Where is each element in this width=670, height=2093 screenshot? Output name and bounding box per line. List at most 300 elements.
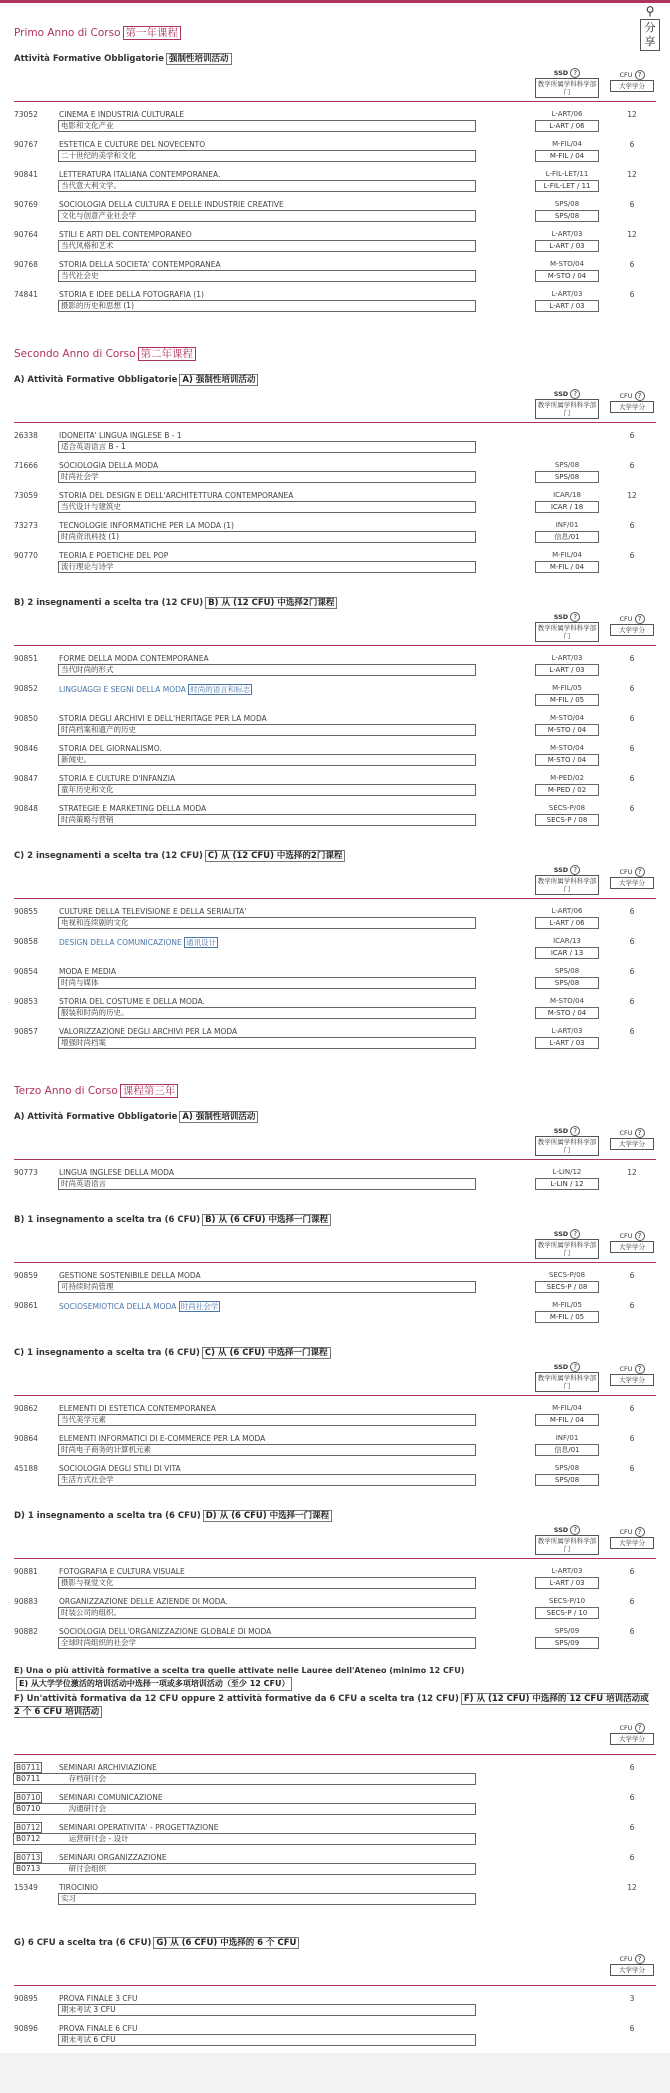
course-code-text: 73273 [14,521,38,530]
course-title [59,200,284,209]
course-title [59,1823,219,1832]
course-translation [58,2034,476,2046]
course-title[interactable] [59,937,218,948]
course-title-text: ELEMENTI DI ESTETICA CONTEMPORANEA [59,1404,216,1413]
course-ssd: SECS-P/08 [548,804,586,812]
course-code [14,1301,54,1310]
course-ssd: SPS/08 [554,461,580,469]
course-translation-text: 流行理论与诗学 [61,562,114,571]
cfu-header-label: CFU [619,1365,633,1373]
course-ssd: L-ART/03 [551,1567,583,1575]
ssd-header-translation: 教学所属学科科学部门 [535,1136,599,1156]
course-cfu: 12 [627,1168,637,1177]
course-translation-text: 时尚资讯科技 (1) [61,532,120,541]
course-cfu: 6 [629,1853,635,1862]
year-title [14,346,656,362]
section-title-text: C) 2 insegnamenti a scelta tra (12 CFU) [14,851,203,861]
course-title-translation[interactable]: 时尚社会学 [180,1302,219,1311]
ssd-header-label: SSD [553,613,569,621]
course-cfu: 6 [629,200,635,209]
course-ssd-translation: L-ART / 03 [535,664,599,676]
course-translation-text: 当代时尚的形式 [61,665,114,674]
cfu-header-translation: 大学学分 [610,80,654,92]
course-title-text: STORIA DEL DESIGN E DELL'ARCHITETTURA CONTEMPORANEA [59,491,294,500]
course-code-translation: B0713 [16,1864,41,1873]
course-title-text: CINEMA E INDUSTRIA CULTURALE [59,110,185,119]
course-ssd-translation: M-FIL / 05 [535,1311,599,1323]
course-title [59,431,182,440]
help-icon[interactable]: ? [635,70,645,80]
cfu-header-label: CFU [619,1724,633,1732]
course-ssd: INF/01 [555,1434,579,1442]
course-code [14,1883,54,1892]
top-accent-bar [0,0,670,3]
ssd-header [535,1126,599,1156]
course-title-text: SEMINARI OPERATIVITA' - PROGETTAZIONE [59,1823,219,1832]
help-icon[interactable]: ? [570,1126,580,1136]
course-cfu: 6 [629,744,635,753]
section-title-text: F) Un'attività formativa da 12 CFU oppure 2 attività formative da 6 CFU a scelta tra (12 CFU) [14,1694,459,1704]
course-title-text: STRATEGIE E MARKETING DELLA MODA [59,804,207,813]
course-code-text: B0712 [16,1823,41,1832]
course-title-text: CULTURE DELLA TELEVISIONE E DELLA SERIALITA' [59,907,247,916]
course-code [14,551,54,560]
course-title-text: VALORIZZAZIONE DEGLI ARCHIVI PER LA MODA [59,1027,238,1036]
course-title-translation[interactable]: 时尚的语言和标志 [190,685,251,694]
course-code [14,461,54,470]
course-ssd: M-STO/04 [549,260,585,268]
course-title-text: STORIA DELLA SOCIETA' CONTEMPORANEA [59,260,221,269]
course-cfu: 6 [629,804,635,813]
course-translation [58,180,476,192]
course-translation-text: 摄影的历史和思想 (1) [61,301,135,310]
course-row [14,1627,656,1657]
course-title-text: SEMINARI COMUNICAZIONE [59,1793,163,1802]
course-ssd: ICAR/18 [553,491,581,499]
course-code-text: 90851 [14,654,38,663]
course-translation-text: 新闻史。 [61,755,91,764]
course-ssd-translation: SECS-P / 08 [535,1281,599,1293]
section-title-translation: B) 从 (12 CFU) 中选择2门课程 [205,597,337,609]
course-title-text: SEMINARI ORGANIZZAZIONE [59,1853,167,1862]
course-translation [13,1863,476,1875]
course-row [14,1763,656,1793]
course-code [14,260,54,269]
ssd-header-label: SSD [553,866,569,874]
course-ssd-translation: L-LIN / 12 [535,1178,599,1190]
course-code-text: 73059 [14,491,38,500]
section-title-text: Attività Formative Obbligatorie [14,54,164,64]
course-row [14,1597,656,1627]
course-row [14,997,656,1027]
course-title-text: TIROCINIO [59,1883,99,1892]
help-icon[interactable]: ? [570,1525,580,1535]
course-translation [58,531,476,543]
course-ssd-translation: M-STO / 04 [535,754,599,766]
help-icon[interactable]: ? [570,865,580,875]
course-ssd-translation: L-ART / 03 [535,240,599,252]
course-code [14,140,54,149]
ssd-header-label: SSD [553,1230,569,1238]
course-cfu: 12 [627,170,637,179]
course-translation [58,754,476,766]
section-title [14,1347,656,1360]
ssd-header-label: SSD [553,390,569,398]
course-title-text: SOCIOLOGIA DELL'ORGANIZZAZIONE GLOBALE DI MODA [59,1627,272,1636]
course-list [14,431,656,581]
course-translation [58,784,476,796]
course-row [14,714,656,744]
course-code-text: 90852 [14,684,38,693]
course-translation [58,1281,476,1293]
course-translation [58,724,476,736]
course-ssd: SPS/08 [554,967,580,975]
course-row [14,1271,656,1301]
cfu-header-translation: 大学学分 [610,1138,654,1150]
course-title [59,1434,265,1443]
course-cfu: 6 [629,1271,635,1280]
help-icon[interactable]: ? [570,389,580,399]
course-ssd-translation: SECS-P / 10 [535,1607,599,1619]
table-header [14,1126,656,1160]
course-row [14,290,656,320]
course-code [14,804,54,813]
course-code [14,1567,54,1576]
year-title-text: Terzo Anno di Corso [14,1085,118,1097]
section-title [14,374,656,387]
year-title-translation: 课程第三年 [120,1084,179,1098]
course-title[interactable] [59,684,252,695]
table-header [14,612,656,646]
section-title-translation: A) 强制性培训活动 [179,1111,258,1123]
course-code [14,2024,54,2033]
course-code-text: 90881 [14,1567,38,1576]
course-code [14,200,54,209]
course-code [14,1434,54,1443]
course-title-text: SEMINARI ARCHIVIAZIONE [59,1763,157,1772]
course-code-text: 90847 [14,774,38,783]
course-code [14,937,54,946]
course-cfu: 6 [629,1301,635,1310]
course-code-text: 73052 [14,110,38,119]
ssd-header-translation: 教学所属学科科学部门 [535,875,599,895]
course-ssd: L-ART/06 [551,907,583,915]
ssd-header [535,68,599,98]
course-list [14,1168,656,1198]
course-translation-text: 增强时尚档案 [61,1038,106,1047]
share-button[interactable] [640,5,660,51]
course-cfu: 6 [629,1763,635,1772]
course-title [59,140,205,149]
course-title [59,260,221,269]
course-title [59,907,246,916]
help-icon[interactable]: ? [635,1128,645,1138]
course-translation [58,1414,476,1426]
curriculum-content [0,25,670,2084]
course-code-text: 90767 [14,140,38,149]
course-cfu: 6 [629,1027,635,1036]
course-translation [13,1773,476,1785]
cfu-header-label: CFU [619,71,633,79]
course-title-text: TEORIA E POETICHE DEL POP [59,551,169,560]
course-title [59,1853,167,1862]
course-ssd: M-FIL/04 [552,1404,582,1412]
course-translation [58,501,476,513]
course-translation [58,1178,476,1190]
help-icon[interactable]: ? [635,1231,645,1241]
course-code [14,744,54,753]
course-ssd-translation: L-ART / 03 [535,1037,599,1049]
course-ssd: SPS/08 [554,1464,580,1472]
course-list [14,1271,656,1331]
course-title [59,521,234,530]
course-code-translation: B0711 [16,1774,41,1783]
course-title-translation[interactable]: 通讯设计 [186,938,217,947]
ssd-header-translation: 教学所属学科科学部门 [535,399,599,419]
course-ssd: SPS/09 [554,1627,580,1635]
ssd-header-label: SSD [553,1363,569,1371]
help-icon[interactable]: ? [635,1723,645,1733]
course-cfu: 6 [629,260,635,269]
course-translation [58,2004,476,2016]
course-translation [58,240,476,252]
help-icon[interactable]: ? [570,612,580,622]
course-ssd: L-ART/03 [551,230,583,238]
section-title-translation: G) 从 (6 CFU) 中选择的 6 个 CFU [153,1937,299,1949]
cfu-header [610,614,654,636]
share-icon: ⚲ [645,4,655,18]
ssd-header-label: SSD [553,69,569,77]
section-title-text: A) Attività Formative Obbligatorie [14,1112,178,1122]
course-code-text: 90764 [14,230,38,239]
section-title-translation: C) 从 (12 CFU) 中选择的2门课程 [205,850,345,862]
course-translation [58,1444,476,1456]
course-title [59,1271,201,1280]
course-cfu: 6 [629,907,635,916]
course-code-translation: B0712 [16,1834,41,1843]
course-row [14,1793,656,1823]
course-ssd: M-FIL/05 [552,684,582,692]
course-code-text: 90895 [14,1994,38,2003]
course-translation-text: 可持续时尚管理 [61,1282,114,1291]
course-ssd-translation: ICAR / 13 [535,947,599,959]
course-ssd: SECS-P/08 [548,1271,586,1279]
course-code [14,967,54,976]
course-ssd-translation: M-STO / 04 [535,1007,599,1019]
course-ssd-translation: SPS/09 [535,1637,599,1649]
course-code-text: 71666 [14,461,38,470]
ssd-header [535,1229,599,1259]
course-title [59,1464,181,1473]
course-cfu: 6 [629,1464,635,1473]
course-code-text: 90882 [14,1627,38,1636]
course-title-text: IDONEITA' LINGUA INGLESE B - 1 [59,431,182,440]
ssd-header [535,865,599,895]
course-code [14,431,54,440]
course-title [59,1404,216,1413]
course-title-text[interactable]: SOCIOSEMIOTICA DELLA MODA [59,1302,177,1311]
course-ssd-translation: L-ART / 06 [535,120,599,132]
ssd-header [535,612,599,642]
course-row [14,967,656,997]
course-code-text: 15349 [14,1883,38,1892]
section-title [14,1214,656,1227]
course-translation-text: 当代社会史 [61,271,99,280]
course-translation [58,1474,476,1486]
course-cfu: 6 [629,1793,635,1802]
course-title-text[interactable]: LINGUAGGI E SEGNI DELLA MODA [59,685,186,694]
course-row [14,744,656,774]
course-title [59,290,204,299]
course-translation [58,210,476,222]
course-title-text[interactable]: DESIGN DELLA COMUNICAZIONE [59,938,182,947]
course-cfu: 6 [629,551,635,560]
table-header [14,1362,656,1396]
course-ssd: M-STO/04 [549,744,585,752]
course-ssd-translation: L-ART / 03 [535,1577,599,1589]
course-translation [58,814,476,826]
section-title-translation: 强制性培训活动 [166,53,232,65]
course-translation-text: 服装和时尚的历史。 [61,1008,129,1017]
cfu-header-label: CFU [619,1129,633,1137]
course-code-text: 90846 [14,744,38,753]
course-cfu: 6 [629,140,635,149]
cfu-header [610,1723,654,1745]
course-code-text: B0711 [16,1763,41,1772]
course-title-text: SOCIOLOGIA DEGLI STILI DI VITA [59,1464,181,1473]
course-translation-text: 时尚与媒体 [61,978,99,987]
course-title [59,714,267,723]
course-code-text: 90841 [14,170,38,179]
course-row [14,907,656,937]
course-translation-text: 二十世纪的美学和文化 [61,151,136,160]
help-icon[interactable]: ? [635,614,645,624]
course-ssd-translation: L-ART / 03 [535,300,599,312]
course-row [14,1434,656,1464]
course-ssd: M-FIL/05 [552,1301,582,1309]
section-title-text: B) 1 insegnamento a scelta tra (6 CFU) [14,1215,201,1225]
help-icon[interactable]: ? [570,68,580,78]
course-row [14,431,656,461]
course-ssd-translation: M-FIL / 04 [535,1414,599,1426]
course-translation [58,1607,476,1619]
footer-band [0,2053,670,2093]
section-title-translation: D) 从 (6 CFU) 中选择一门课程 [203,1510,332,1522]
cfu-header-label: CFU [619,615,633,623]
course-row [14,1168,656,1198]
course-code-text: 90848 [14,804,38,813]
course-translation [58,300,476,312]
course-row [14,491,656,521]
section-title-text: D) 1 insegnamento a scelta tra (6 CFU) [14,1511,201,1521]
cfu-header-label: CFU [619,868,633,876]
course-code-text: 90773 [14,1168,38,1177]
ssd-header [535,1525,599,1555]
course-translation-text: 生活方式社会学 [61,1475,114,1484]
course-code [14,1627,54,1636]
course-translation [58,664,476,676]
course-code-text: 90896 [14,2024,38,2033]
course-translation-text: 运营研讨会 - 设计 [68,1834,129,1843]
course-cfu: 6 [629,714,635,723]
course-code [14,1464,54,1473]
course-row [14,1301,656,1331]
course-row [14,2024,656,2054]
course-code [14,1853,54,1862]
course-row [14,140,656,170]
course-ssd: M-STO/04 [549,997,585,1005]
help-icon[interactable]: ? [635,867,645,877]
course-ssd-translation: SPS/08 [535,977,599,989]
section-note [14,1665,656,1691]
cfu-header-translation: 大学学分 [610,1733,654,1745]
course-list [14,1404,656,1494]
course-code [14,230,54,239]
course-translation-text: 当代意大利文学。 [61,181,121,190]
course-ssd: L-ART/03 [551,290,583,298]
year-title-text: Primo Anno di Corso [14,27,121,39]
help-icon[interactable]: ? [635,391,645,401]
course-cfu: 12 [627,491,637,500]
course-code [14,1168,54,1177]
help-icon[interactable]: ? [635,1364,645,1374]
course-title-text: FORME DELLA MODA CONTEMPORANEA [59,654,209,663]
course-ssd: L-FIL-LET/11 [545,170,589,178]
course-title [59,2024,137,2033]
section-title-text: A) Attività Formative Obbligatorie [14,375,178,385]
course-ssd-translation: 信息/01 [535,531,599,543]
course-title [59,461,158,470]
course-ssd: L-ART/06 [551,110,583,118]
help-icon[interactable]: ? [570,1229,580,1239]
course-cfu: 6 [629,967,635,976]
course-code-translation: B0710 [16,1804,41,1813]
year-title-text: Secondo Anno di Corso [14,348,136,360]
course-code [14,1597,54,1606]
ssd-header-label: SSD [553,1526,569,1534]
course-title-text: STORIA DEGLI ARCHIVI E DELL'HERITAGE PER LA MODA [59,714,267,723]
course-code [14,491,54,500]
cfu-header-translation: 大学学分 [610,1964,654,1976]
help-icon[interactable]: ? [635,1527,645,1537]
course-title [59,744,162,753]
cfu-header [610,70,654,92]
ssd-header-translation: 教学所属学科科学部门 [535,1239,599,1259]
course-list [14,907,656,1057]
course-translation [58,1637,476,1649]
course-list [14,110,656,320]
course-translation [58,1037,476,1049]
help-icon[interactable]: ? [570,1362,580,1372]
course-ssd: SECS-P/10 [548,1597,586,1605]
course-row [14,1464,656,1494]
section-title-translation: F) 从 (12 CFU) 中选择的 12 CFU 培训活动或 2 个 6 CFU 培训活动 [14,1694,649,1717]
section-title-translation: B) 从 (6 CFU) 中选择一门课程 [202,1214,331,1226]
course-row [14,774,656,804]
course-cfu: 6 [629,774,635,783]
course-translation-text: 期末考试 3 CFU [61,2005,116,2014]
course-title-text: ORGANIZZAZIONE DELLE AZIENDE DI MODA. [59,1597,228,1606]
section-title-text: G) 6 CFU a scelta tra (6 CFU) [14,1938,152,1948]
course-translation-text: 实习 [61,1894,76,1903]
ssd-header-label: SSD [553,1127,569,1135]
course-translation-text: 时尚社会学 [61,472,99,481]
course-title[interactable] [59,1301,220,1312]
help-icon[interactable]: ? [635,1954,645,1964]
course-cfu: 6 [629,937,635,946]
course-cfu: 12 [627,230,637,239]
course-code-text: B0713 [16,1853,41,1862]
